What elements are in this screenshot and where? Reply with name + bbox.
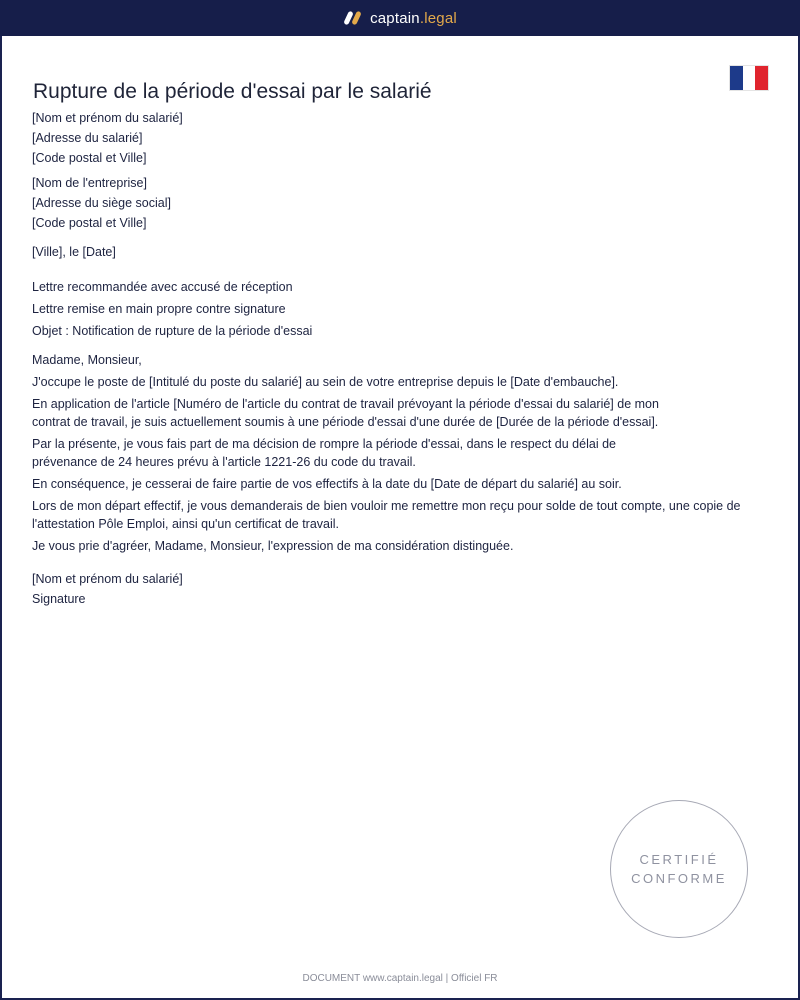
signature-name: [Nom et prénom du salarié] xyxy=(32,572,183,586)
company-address: [Adresse du siège social] xyxy=(32,196,171,210)
certified-stamp xyxy=(610,800,748,938)
company-name: [Nom de l'entreprise] xyxy=(32,176,147,190)
france-flag-icon xyxy=(729,65,769,91)
paragraph: En application de l'article [Numéro de l'article du contrat de travail prévoyant la période d'essai du salarié] de mon contrat de travail, je suis actuellement soumis à une période d'essai d'une durée de [Durée de la période d'essai]. xyxy=(32,397,659,429)
place-date: [Ville], le [Date] xyxy=(32,245,116,259)
stamp-line-2: CONFORME xyxy=(631,871,727,886)
brand-tld: legal xyxy=(424,9,457,27)
brand[interactable] xyxy=(343,9,457,27)
document-footer: DOCUMENT www.captain.legal | Officiel FR xyxy=(302,973,498,984)
brand-dot: . xyxy=(419,9,425,27)
employee-name: [Nom et prénom du salarié] xyxy=(32,111,183,125)
brand-name xyxy=(370,10,457,27)
greeting: Madame, Monsieur, xyxy=(32,353,142,367)
paragraph: Lors de mon départ effectif, je vous demanderais de bien vouloir me remettre mon reçu pour solde de tout compte, une copie de l'attestation Pôle Emploi, ainsi qu'un certificat de travail. xyxy=(32,499,741,531)
company-address-block xyxy=(32,173,762,233)
paragraph: Je vous prie d'agréer, Madame, Monsieur, l'expression de ma considération distinguée. xyxy=(32,539,514,553)
subject-line: Objet : Notification de rupture de la période d'essai xyxy=(32,324,313,338)
employee-address-block xyxy=(32,108,762,168)
delivery-mode-registered: Lettre recommandée avec accusé de réception xyxy=(32,280,293,294)
stamp-line-1: CERTIFIÉ xyxy=(639,852,719,867)
paragraph: J'occupe le poste de [Intitulé du poste du salarié] au sein de votre entreprise depuis le [Date d'embauche]. xyxy=(32,375,619,389)
top-header xyxy=(0,0,800,36)
employee-address: [Adresse du salarié] xyxy=(32,131,143,145)
delivery-mode-hand: Lettre remise en main propre contre signature xyxy=(32,302,286,316)
company-city: [Code postal et Ville] xyxy=(32,216,147,230)
brand-word: captain xyxy=(370,9,420,27)
signature-label: Signature xyxy=(32,592,86,606)
document-title: Rupture de la période d'essai par le salarié xyxy=(33,80,432,104)
document-page xyxy=(2,36,798,998)
employee-city: [Code postal et Ville] xyxy=(32,151,147,165)
paragraph: En conséquence, je cesserai de faire partie de vos effectifs à la date du [Date de départ du salarié] au soir. xyxy=(32,477,622,491)
letter-body xyxy=(32,108,762,609)
paragraph: Par la présente, je vous fais part de ma décision de rompre la période d'essai, dans le respect du délai de prévenance de 24 heures prévu à l'article 1221-26 du code du travail. xyxy=(32,437,616,469)
captain-logo-icon xyxy=(343,9,363,27)
